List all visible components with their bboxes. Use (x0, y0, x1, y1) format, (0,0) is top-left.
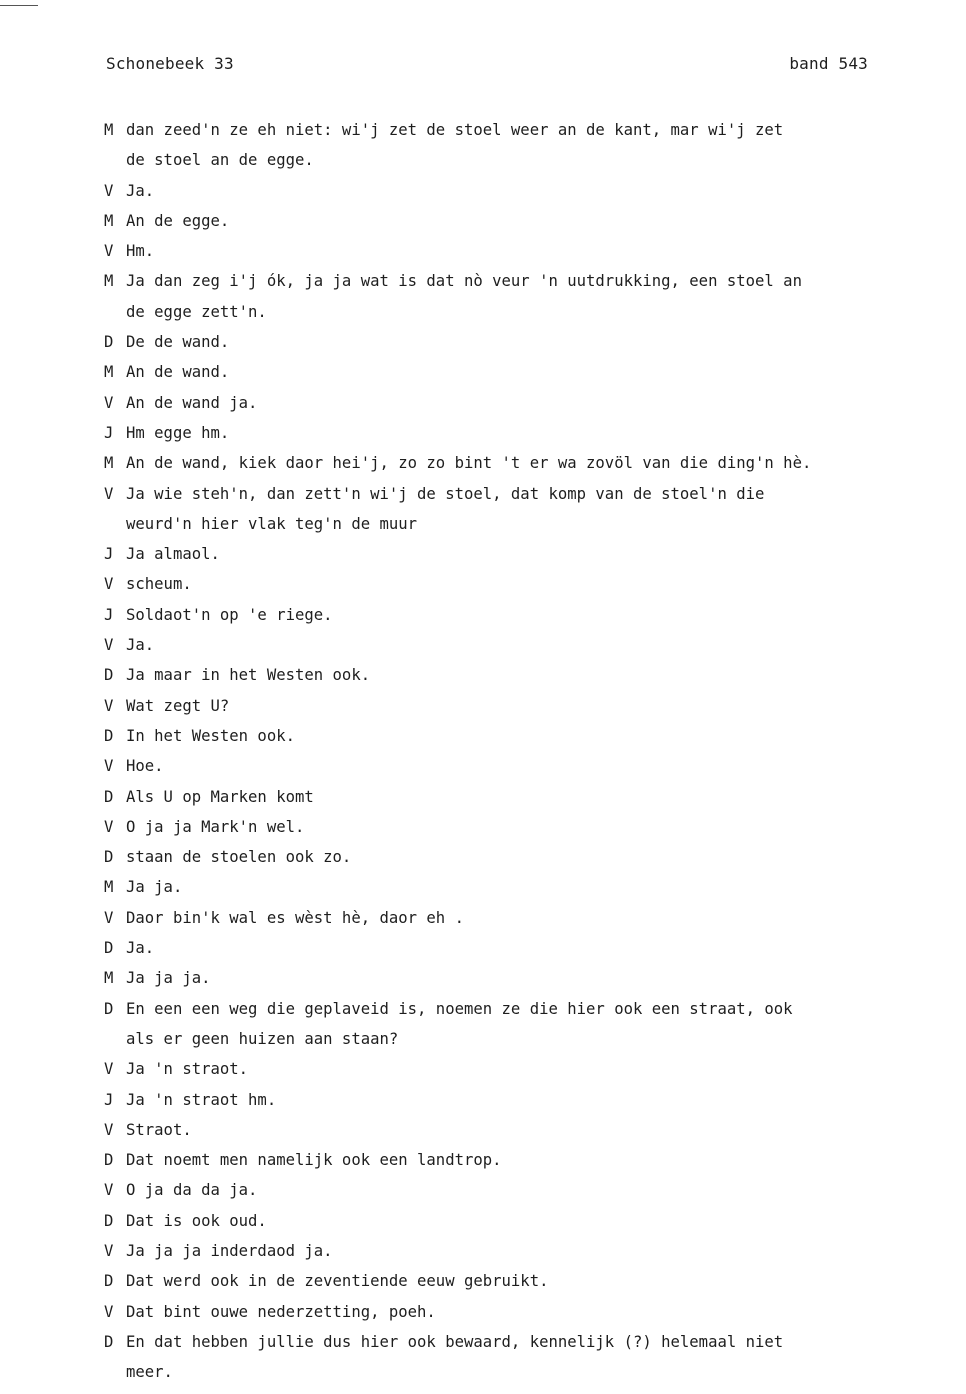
utterance (126, 539, 904, 569)
utterance (126, 600, 904, 630)
speaker-label: M (104, 211, 114, 230)
utterance (126, 1297, 904, 1327)
transcript-entry (104, 842, 904, 872)
utterance-line: En dat hebben jullie dus hier ook bewaard, kennelijk (?) helemaal niet (126, 1332, 784, 1351)
utterance-line: weurd'n hier vlak teg'n de muur (126, 514, 418, 533)
transcript-entry (104, 448, 904, 478)
utterance-line: An de wand, kiek daor hei'j, zo zo bint 't er wa zovöl van die ding'n hè. (126, 454, 812, 473)
utterance-line: scheum. (126, 575, 192, 594)
utterance-line: Dat noemt men namelijk ook een landtrop. (126, 1151, 502, 1170)
speaker-label: D (104, 999, 114, 1018)
transcript-entry (104, 1145, 904, 1175)
transcript-entry (104, 1054, 904, 1084)
transcript-entry (104, 1206, 904, 1236)
utterance (126, 418, 904, 448)
speaker-label: V (104, 1181, 114, 1200)
speaker-label: M (104, 121, 114, 139)
utterance-line: O ja ja Mark'n wel. (126, 817, 305, 836)
utterance (126, 448, 904, 478)
utterance (126, 1327, 904, 1388)
speaker-label: V (104, 1241, 114, 1260)
utterance-line: Ja maar in het Westen ook. (126, 666, 371, 685)
utterance-line: Ja. (126, 181, 155, 200)
utterance-line: Ja ja. (126, 878, 183, 897)
transcript-entry (104, 479, 904, 540)
transcript-entry (104, 782, 904, 812)
transcript-entry (104, 115, 904, 176)
transcript-entry (104, 206, 904, 236)
utterance-line: De de wand. (126, 333, 230, 352)
utterance (126, 236, 904, 266)
utterance (126, 115, 904, 176)
speaker-label: V (104, 181, 114, 200)
utterance-line: als er geen huizen aan staan? (126, 1029, 399, 1048)
header-tape-number: band 543 (789, 54, 868, 73)
speaker-label: M (104, 878, 114, 897)
speaker-label: D (104, 1211, 114, 1230)
transcript-entry (104, 1297, 904, 1327)
speaker-label: D (104, 939, 114, 958)
utterance-line: Hoe. (126, 757, 164, 776)
utterance (126, 630, 904, 660)
utterance-line: de stoel an de egge. (126, 151, 314, 170)
utterance-line: Wat zegt U? (126, 696, 230, 715)
transcript-entry (104, 721, 904, 751)
utterance-line: Ja ja ja inderdaod ja. (126, 1241, 333, 1260)
top-edge-rule (0, 5, 38, 6)
utterance-line: Ja wie steh'n, dan zett'n wi'j de stoel, dat komp van de stoel'n die (126, 484, 765, 503)
transcript (104, 115, 904, 1387)
transcript-entry (104, 176, 904, 206)
utterance-line: An de wand. (126, 363, 230, 382)
utterance (126, 1175, 904, 1205)
utterance-line: In het Westen ook. (126, 726, 295, 745)
utterance (126, 1266, 904, 1296)
utterance (126, 1145, 904, 1175)
utterance (126, 963, 904, 993)
transcript-entry (104, 539, 904, 569)
speaker-label: V (104, 1302, 114, 1321)
utterance (126, 569, 904, 599)
transcript-entry (104, 569, 904, 599)
utterance-line: Hm. (126, 242, 155, 261)
utterance (126, 206, 904, 236)
speaker-label: V (104, 242, 114, 261)
utterance (126, 176, 904, 206)
transcript-entry (104, 963, 904, 993)
utterance-line: Ja ja ja. (126, 969, 211, 988)
utterance-line: An de wand ja. (126, 393, 258, 412)
speaker-label: D (104, 333, 114, 352)
utterance-line: An de egge. (126, 211, 230, 230)
speaker-label: V (104, 636, 114, 655)
transcript-entry (104, 933, 904, 963)
speaker-label: J (104, 1090, 114, 1109)
utterance-line: staan de stoelen ook zo. (126, 848, 352, 867)
speaker-label: D (104, 1151, 114, 1170)
transcript-entry (104, 660, 904, 690)
transcript-entry (104, 903, 904, 933)
speaker-label: D (104, 1272, 114, 1291)
utterance-line: Hm egge hm. (126, 423, 230, 442)
speaker-label: D (104, 787, 114, 806)
utterance-line: dan zeed'n ze eh niet: wi'j zet de stoel weer an de kant, mar wi'j zet (126, 121, 784, 139)
transcript-entry (104, 327, 904, 357)
speaker-label: V (104, 817, 114, 836)
utterance (126, 842, 904, 872)
transcript-entry (104, 751, 904, 781)
utterance (126, 357, 904, 387)
transcript-entry (104, 1266, 904, 1296)
transcript-entry (104, 872, 904, 902)
speaker-label: V (104, 908, 114, 927)
transcript-entry (104, 1115, 904, 1145)
speaker-label: M (104, 969, 114, 988)
utterance (126, 1115, 904, 1145)
utterance-line: Straot. (126, 1120, 192, 1139)
utterance-line: Ja. (126, 939, 155, 958)
utterance (126, 751, 904, 781)
speaker-label: V (104, 1120, 114, 1139)
transcript-entry (104, 1236, 904, 1266)
speaker-label: V (104, 484, 114, 503)
transcript-entry (104, 236, 904, 266)
transcript-entry (104, 1175, 904, 1205)
utterance-line: O ja da da ja. (126, 1181, 258, 1200)
speaker-label: V (104, 757, 114, 776)
utterance (126, 994, 904, 1055)
speaker-label: D (104, 848, 114, 867)
transcript-entry (104, 266, 904, 327)
speaker-label: J (104, 423, 114, 442)
utterance (126, 1236, 904, 1266)
utterance (126, 660, 904, 690)
utterance (126, 812, 904, 842)
transcript-entry (104, 994, 904, 1055)
utterance (126, 388, 904, 418)
utterance (126, 266, 904, 327)
utterance (126, 691, 904, 721)
utterance-line: Dat werd ook in de zeventiende eeuw gebruikt. (126, 1272, 549, 1291)
speaker-label: V (104, 575, 114, 594)
transcript-entry (104, 630, 904, 660)
utterance-line: Soldaot'n op 'e riege. (126, 605, 333, 624)
utterance (126, 903, 904, 933)
utterance-line: Ja dan zeg i'j ók, ja ja wat is dat nò veur 'n uutdrukking, een stoel an (126, 272, 802, 291)
speaker-label: V (104, 393, 114, 412)
transcript-entry (104, 357, 904, 387)
speaker-label: D (104, 1332, 114, 1351)
utterance (126, 721, 904, 751)
utterance-line: Ja 'n straot. (126, 1060, 249, 1079)
utterance (126, 782, 904, 812)
utterance (126, 872, 904, 902)
transcript-entry (104, 691, 904, 721)
utterance-line: Als U op Marken komt (126, 787, 314, 806)
utterance (126, 479, 904, 540)
header-location: Schonebeek 33 (106, 54, 234, 73)
utterance-line: Daor bin'k wal es wèst hè, daor eh . (126, 908, 464, 927)
utterance-line: de egge zett'n. (126, 302, 267, 321)
utterance-line: Dat bint ouwe nederzetting, poeh. (126, 1302, 436, 1321)
utterance-line: Dat is ook oud. (126, 1211, 267, 1230)
transcript-entry (104, 1085, 904, 1115)
utterance (126, 933, 904, 963)
transcript-entry (104, 600, 904, 630)
speaker-label: D (104, 726, 114, 745)
transcript-entry (104, 418, 904, 448)
transcript-entry (104, 388, 904, 418)
transcript-entry (104, 1327, 904, 1388)
utterance-line: meer. (126, 1363, 173, 1382)
speaker-label: V (104, 696, 114, 715)
utterance-line: En een een weg die geplaveid is, noemen ze die hier ook een straat, ook (126, 999, 793, 1018)
speaker-label: J (104, 605, 114, 624)
utterance-line: Ja almaol. (126, 545, 220, 564)
utterance-line: Ja. (126, 636, 155, 655)
speaker-label: D (104, 666, 114, 685)
speaker-label: J (104, 545, 114, 564)
utterance (126, 1085, 904, 1115)
speaker-label: M (104, 272, 114, 291)
utterance (126, 327, 904, 357)
utterance (126, 1054, 904, 1084)
page-header (106, 54, 868, 78)
speaker-label: M (104, 454, 114, 473)
utterance (126, 1206, 904, 1236)
transcript-entry (104, 812, 904, 842)
speaker-label: M (104, 363, 114, 382)
speaker-label: V (104, 1060, 114, 1079)
utterance-line: Ja 'n straot hm. (126, 1090, 277, 1109)
